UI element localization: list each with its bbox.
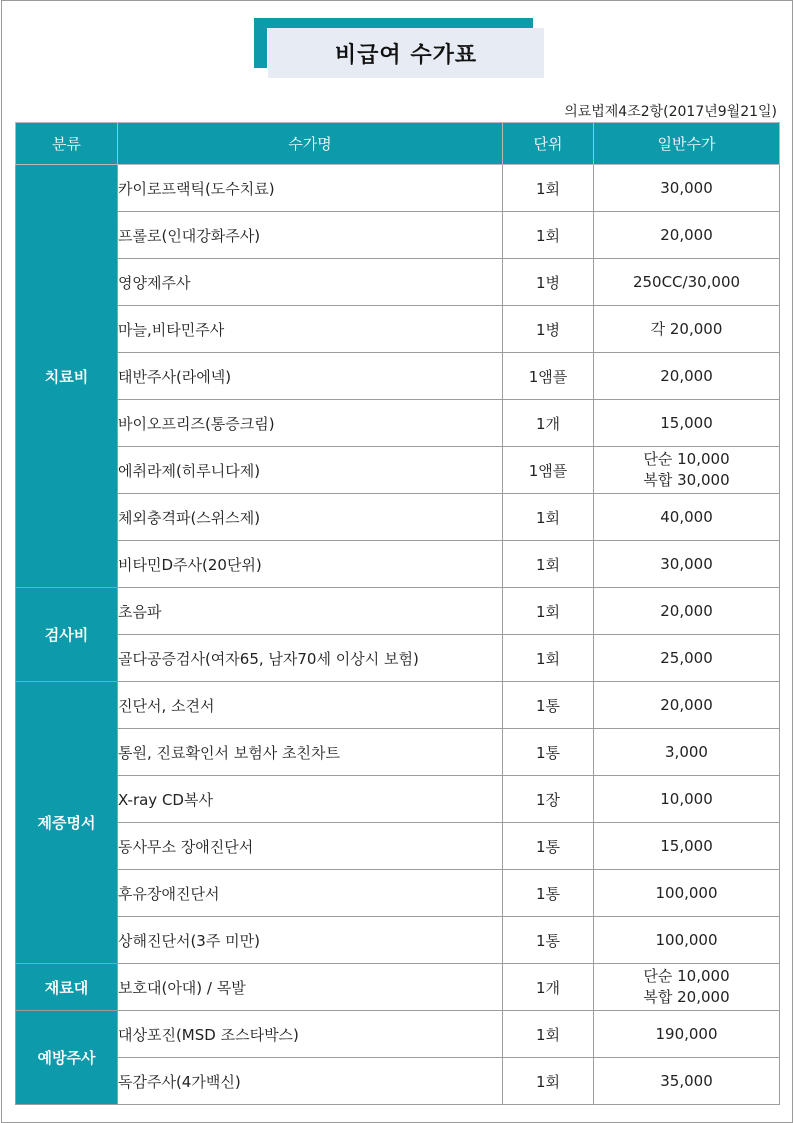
item-unit-cell: 1회 [503, 588, 594, 635]
item-price-cell [594, 776, 780, 823]
page-title: 비급여 수가표 [268, 28, 544, 78]
price-line: 30,000 [660, 178, 713, 197]
table-row [16, 259, 780, 306]
item-name-cell: 통원, 진료확인서 보험사 초친차트 [118, 729, 503, 776]
table-row [16, 964, 780, 1011]
item-price-cell [594, 400, 780, 447]
category-cell: 검사비 [16, 588, 118, 682]
item-unit-cell: 1병 [503, 306, 594, 353]
price-line: 3,000 [665, 742, 708, 761]
item-name-cell: X-ray CD복사 [118, 776, 503, 823]
price-line: 100,000 [655, 883, 718, 902]
table-row [16, 1011, 780, 1058]
price-line: 15,000 [660, 836, 713, 855]
item-unit-cell: 1장 [503, 776, 594, 823]
fee-table-body [16, 165, 780, 1105]
price-line: 20,000 [660, 366, 713, 385]
item-name-cell: 바이오프리즈(통증크림) [118, 400, 503, 447]
category-cell: 치료비 [16, 165, 118, 588]
item-name-cell: 체외충격파(스위스제) [118, 494, 503, 541]
item-name-cell: 후유장애진단서 [118, 870, 503, 917]
item-price-cell [594, 1011, 780, 1058]
item-unit-cell: 1앰플 [503, 447, 594, 494]
price-line: 복합 30,000 [643, 471, 730, 489]
item-name-cell: 대상포진(MSD 조스타박스) [118, 1011, 503, 1058]
table-row [16, 306, 780, 353]
item-unit-cell: 1통 [503, 729, 594, 776]
item-name-cell: 초음파 [118, 588, 503, 635]
fee-table [15, 122, 780, 1105]
category-cell: 재료대 [16, 964, 118, 1011]
item-unit-cell: 1개 [503, 964, 594, 1011]
item-unit-cell: 1통 [503, 823, 594, 870]
table-row [16, 917, 780, 964]
item-name-cell: 비타민D주사(20단위) [118, 541, 503, 588]
price-line: 25,000 [660, 648, 713, 667]
price-line: 100,000 [655, 930, 718, 949]
item-unit-cell: 1회 [503, 494, 594, 541]
item-price-cell [594, 494, 780, 541]
table-row [16, 682, 780, 729]
item-price-cell [594, 964, 780, 1011]
item-price-cell [594, 729, 780, 776]
item-unit-cell: 1회 [503, 1058, 594, 1105]
item-unit-cell: 1통 [503, 870, 594, 917]
price-line: 20,000 [660, 695, 713, 714]
price-line: 단순 10,000 [643, 450, 730, 468]
price-line: 35,000 [660, 1071, 713, 1090]
item-unit-cell: 1개 [503, 400, 594, 447]
item-price-cell [594, 870, 780, 917]
item-unit-cell: 1회 [503, 212, 594, 259]
price-line: 40,000 [660, 507, 713, 526]
item-unit-cell: 1병 [503, 259, 594, 306]
item-name-cell: 태반주사(라에넥) [118, 353, 503, 400]
table-row [16, 776, 780, 823]
item-price-cell [594, 917, 780, 964]
item-price-cell [594, 823, 780, 870]
item-price-cell [594, 588, 780, 635]
price-line: 15,000 [660, 413, 713, 432]
table-row [16, 635, 780, 682]
table-row [16, 212, 780, 259]
title-accent-bar [254, 18, 533, 28]
table-row [16, 165, 780, 212]
table-row [16, 400, 780, 447]
item-price-cell [594, 353, 780, 400]
header-name: 수가명 [118, 123, 503, 165]
item-name-cell: 영양제주사 [118, 259, 503, 306]
item-price-cell [594, 259, 780, 306]
price-line: 30,000 [660, 554, 713, 573]
item-name-cell: 프롤로(인대강화주사) [118, 212, 503, 259]
item-name-cell: 독감주사(4가백신) [118, 1058, 503, 1105]
item-name-cell: 카이로프랙틱(도수치료) [118, 165, 503, 212]
category-cell: 예방주사 [16, 1011, 118, 1105]
item-name-cell: 에취라제(히루니다제) [118, 447, 503, 494]
table-row [16, 588, 780, 635]
price-line: 각 20,000 [650, 319, 723, 338]
table-row [16, 870, 780, 917]
item-price-cell [594, 306, 780, 353]
item-name-cell: 마늘,비타민주사 [118, 306, 503, 353]
item-price-cell [594, 212, 780, 259]
item-price-cell [594, 541, 780, 588]
item-unit-cell: 1회 [503, 635, 594, 682]
table-row [16, 353, 780, 400]
price-line: 20,000 [660, 601, 713, 620]
header-category: 분류 [16, 123, 118, 165]
table-row [16, 823, 780, 870]
item-unit-cell: 1회 [503, 541, 594, 588]
item-price-cell [594, 635, 780, 682]
item-price-cell [594, 447, 780, 494]
header-unit: 단위 [503, 123, 594, 165]
table-header-row [16, 123, 780, 165]
item-name-cell: 골다공증검사(여자65, 남자70세 이상시 보험) [118, 635, 503, 682]
table-row [16, 729, 780, 776]
item-name-cell: 상해진단서(3주 미만) [118, 917, 503, 964]
price-line: 20,000 [660, 225, 713, 244]
item-unit-cell: 1통 [503, 917, 594, 964]
price-line: 복합 20,000 [643, 988, 730, 1006]
price-line: 190,000 [655, 1024, 718, 1043]
item-name-cell: 진단서, 소견서 [118, 682, 503, 729]
price-line: 10,000 [660, 789, 713, 808]
category-cell: 제증명서 [16, 682, 118, 964]
price-line: 250CC/30,000 [632, 272, 741, 291]
item-unit-cell: 1통 [503, 682, 594, 729]
table-row [16, 1058, 780, 1105]
item-name-cell: 보호대(아대) / 목발 [118, 964, 503, 1011]
item-name-cell: 동사무소 장애진단서 [118, 823, 503, 870]
item-price-cell [594, 682, 780, 729]
header-price: 일반수가 [594, 123, 780, 165]
table-row [16, 494, 780, 541]
item-unit-cell: 1회 [503, 1011, 594, 1058]
item-unit-cell: 1앰플 [503, 353, 594, 400]
legal-note: 의료법제4조2항(2017년9월21일) [564, 104, 777, 120]
price-line: 단순 10,000 [643, 967, 730, 985]
table-row [16, 447, 780, 494]
item-price-cell [594, 1058, 780, 1105]
title-accent-side [254, 18, 267, 68]
table-row [16, 541, 780, 588]
item-price-cell [594, 165, 780, 212]
item-unit-cell: 1회 [503, 165, 594, 212]
